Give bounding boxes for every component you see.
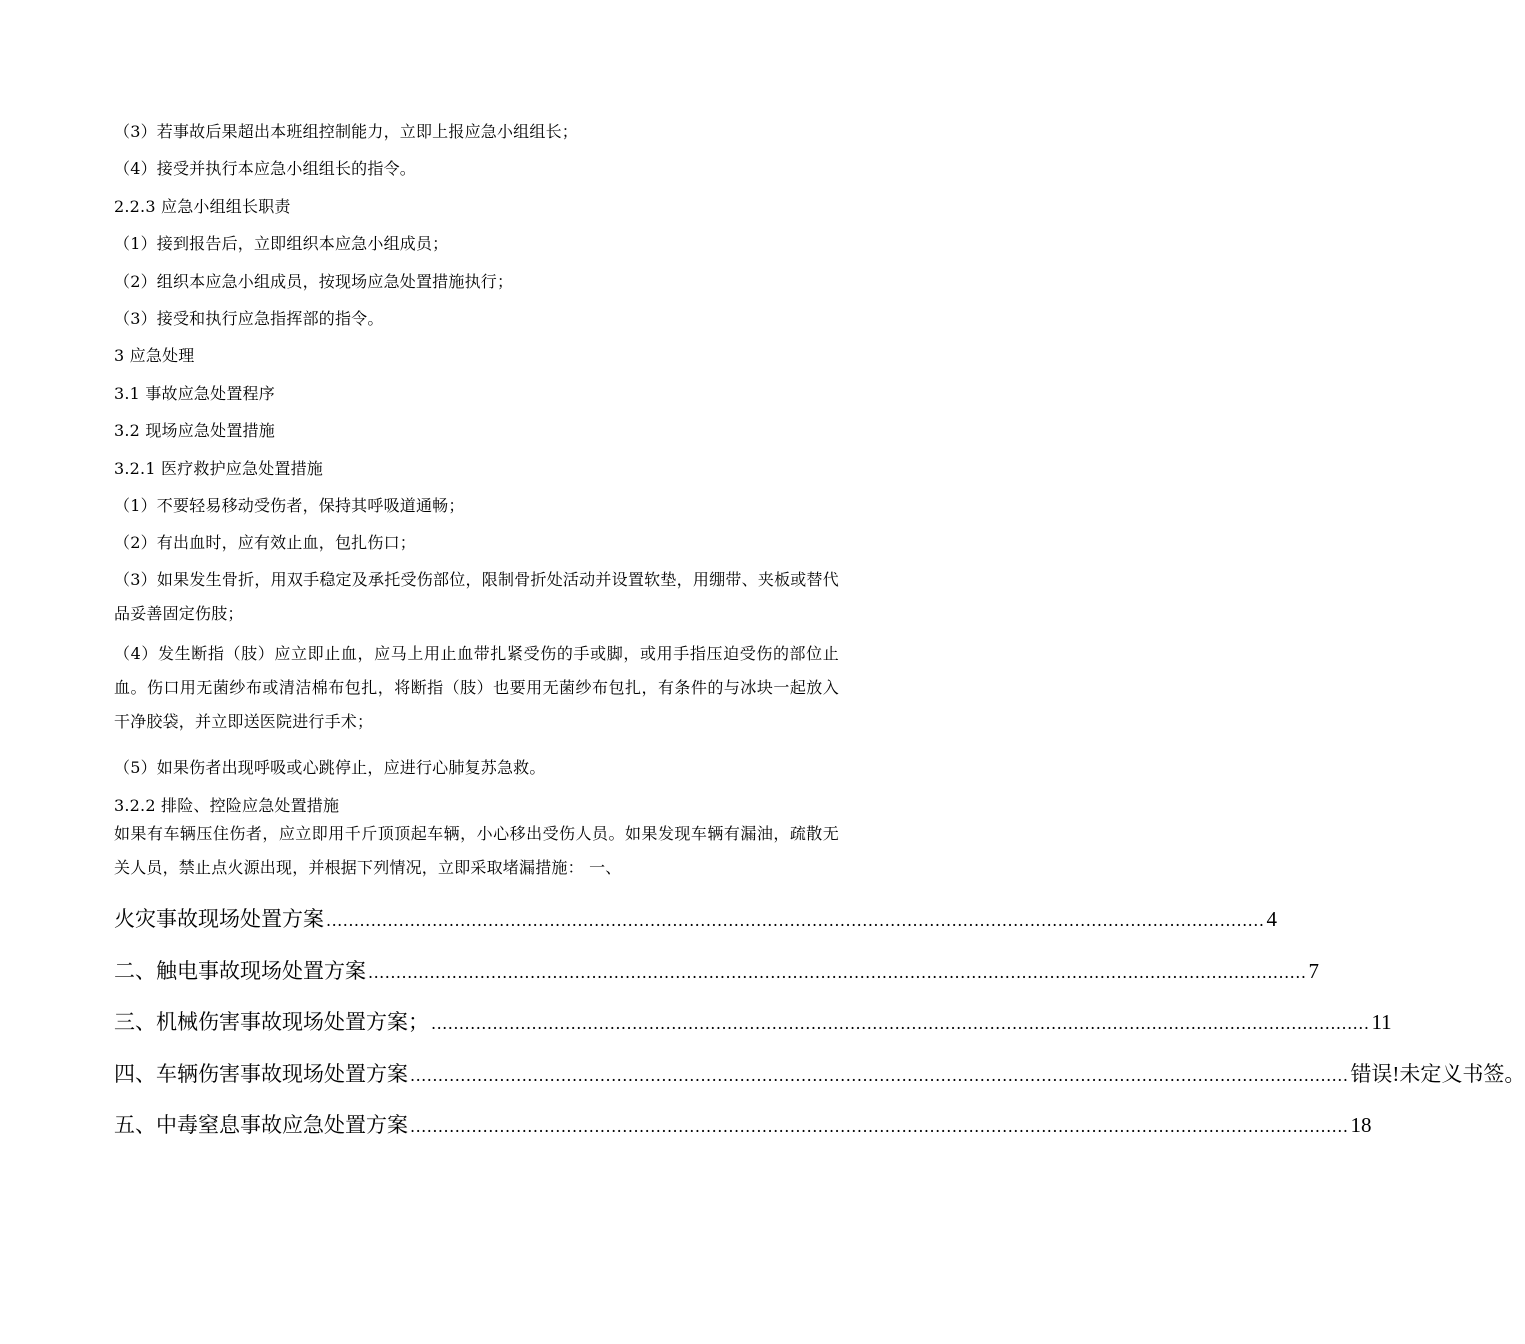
toc-entry-title: 火灾事故现场处置方案 (114, 907, 324, 931)
text-line: （1）接到报告后，立即组织本应急小组成员； (114, 234, 449, 253)
toc-entry-page-error: 错误!未定义书签。 (1350, 1062, 1525, 1086)
text-line: （1）不要轻易移动受伤者，保持其呼吸道通畅； (114, 496, 465, 515)
section-heading: 3.2.2 排险、控险应急处置措施 (114, 796, 340, 815)
text-line: （2）组织本应急小组成员，按现场应急处置措施执行； (114, 272, 514, 291)
text-line: （3）接受和执行应急指挥部的指令。 (114, 309, 384, 328)
toc-leader-dots: ........................................................................................................................................................................ (410, 1117, 1349, 1136)
toc-leader-dots: ........................................................................................................................................................................ (431, 1014, 1370, 1033)
toc-entry-title: 五、中毒窒息事故应急处置方案 (114, 1113, 408, 1137)
text-line: （3）若事故后果超出本班组控制能力，立即上报应急小组组长； (114, 122, 578, 141)
toc-entry-title: 四、车辆伤害事故现场处置方案 (114, 1062, 408, 1086)
paragraph-vehicle: 如果有车辆压住伤者，应立即用千斤顶顶起车辆，小心移出受伤人员。如果发现车辆有漏油，疏散无关人员，禁止点火源出现，并根据下列情况，立即采取堵漏措施： 一、 (114, 824, 839, 877)
section-heading: 3.2.1 医疗救护应急处置措施 (114, 459, 323, 478)
section-heading: 3 应急处理 (114, 346, 195, 365)
toc-entry[interactable] (114, 1008, 1392, 1038)
toc-entry[interactable] (114, 1060, 1525, 1090)
toc-entry-title: 二、触电事故现场处置方案 (114, 959, 366, 983)
section-heading: 3.1 事故应急处置程序 (114, 384, 275, 403)
toc-leader-dots: ........................................................................................................................................................................ (368, 963, 1307, 982)
paragraph-severed-finger: （4）发生断指（肢）应立即止血，应马上用止血带扎紧受伤的手或脚，或用手指压迫受伤的部位止血。伤口用无菌纱布或清洁棉布包扎，将断指（肢）也要用无菌纱布包扎，有条件的与冰块一起放入干净胶袋，并立即送医院进行手术； (114, 644, 839, 731)
toc-entry-page: 18 (1350, 1113, 1372, 1137)
toc-entry[interactable] (114, 905, 1277, 935)
toc-leader-dots: ........................................................................................................................................................................ (410, 1066, 1349, 1085)
text-line: （4）接受并执行本应急小组组长的指令。 (114, 159, 416, 178)
toc-leader-dots: ........................................................................................................................................................................ (326, 911, 1265, 930)
paragraph-fracture: （3）如果发生骨折，用双手稳定及承托受伤部位，限制骨折处活动并设置软垫，用绷带、夹板或替代品妥善固定伤肢； (114, 570, 839, 623)
toc-entry-title: 三、机械伤害事故现场处置方案； (114, 1010, 429, 1034)
toc-entry[interactable] (114, 1111, 1372, 1141)
section-heading: 3.2 现场应急处置措施 (114, 421, 275, 440)
text-line: （2）有出血时，应有效止血，包扎伤口； (114, 533, 416, 552)
section-heading: 2.2.3 应急小组组长职责 (114, 197, 291, 216)
toc-entry-page: 11 (1371, 1010, 1392, 1034)
toc-entry-page: 4 (1266, 907, 1277, 931)
toc-entry[interactable] (114, 957, 1319, 987)
text-line: （5）如果伤者出现呼吸或心跳停止，应进行心肺复苏急救。 (114, 758, 546, 777)
toc-entry-page: 7 (1308, 959, 1319, 983)
